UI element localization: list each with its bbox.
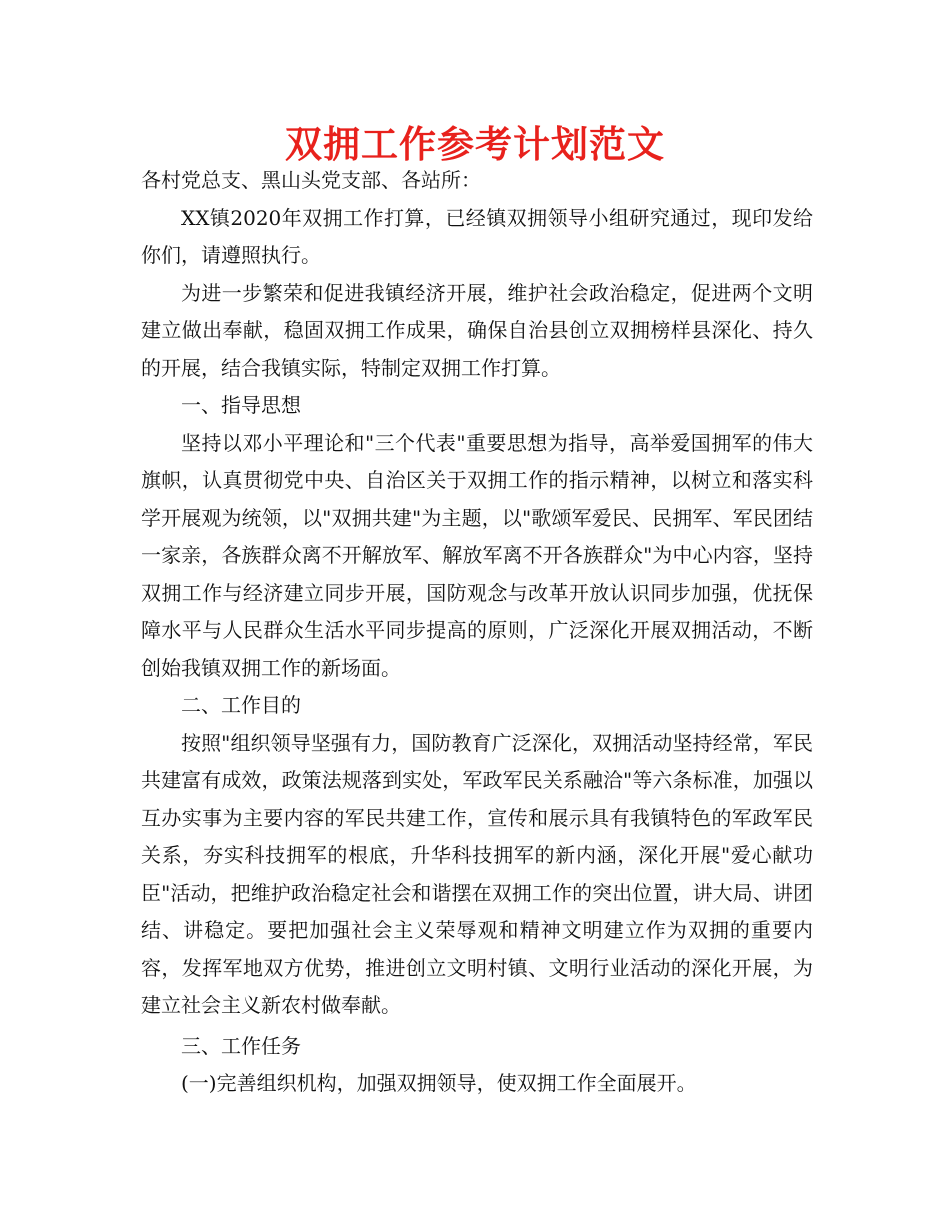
salutation: 各村党总支、黑山头党支部、各站所： (141, 168, 481, 192)
paragraph-guiding-thought: 坚持以邓小平理论和"三个代表"重要思想为指导，高举爱国拥军的伟大旗帜，认真贯彻党中央、自治区关于双拥工作的指示精神，以树立和落实科学开展观为统领，以"双拥共建"为主题，以"歌颂军爱民、民拥军、军民团结一家亲，各族群众离不开解放军、解放军离不开各族群众"为中心内容，坚持双拥工作与经济建立同步开展，国防观念与改革开放认识同步加强，优抚保障水平与人民群众生活水平同步提高的原则，广泛深化开展双拥活动，不断创始我镇双拥工作的新场面。 (141, 430, 813, 680)
paragraph-task-one: (一)完善组织机构，加强双拥领导，使双拥工作全面展开。 (181, 1071, 697, 1095)
section-heading-guiding-thought: 一、指导思想 (181, 393, 301, 417)
document-title: 双拥工作参考计划范文 (285, 122, 665, 166)
paragraph-work-goals: 按照"组织领导坚强有力，国防教育广泛深化，双拥活动坚持经常，军民共建富有成效，政策法规落到实处，军政军民关系融洽"等六条标准，加强以互办实事为主要内容的军民共建工作，宣传和展示具有我镇特色的军政军民关系，夯实科技拥军的根底，升华科技拥军的新内涵，深化开展"爱心献功臣"活动，把维护政治稳定社会和谐摆在双拥工作的突出位置，讲大局、讲团结、讲稳定。要把加强社会主义荣辱观和精神文明建立作为双拥的重要内容，发挥军地双方优势，推进创立文明村镇、文明行业活动的深化开展，为建立社会主义新农村做奉献。 (141, 730, 813, 1017)
paragraph-notice: XX镇2020年双拥工作打算，已经镇双拥领导小组研究通过，现印发给你们，请遵照执行。 (141, 205, 813, 267)
document-body (141, 162, 813, 1103)
section-heading-work-tasks: 三、工作任务 (181, 1033, 301, 1058)
paragraph-purpose: 为进一步繁荣和促进我镇经济开展，维护社会政治稳定，促进两个文明建立做出奉献，稳固双拥工作成果，确保自治县创立双拥榜样县深化、持久的开展，结合我镇实际，特制定双拥工作打算。 (141, 280, 813, 380)
section-heading-work-goals: 二、工作目的 (181, 693, 301, 717)
